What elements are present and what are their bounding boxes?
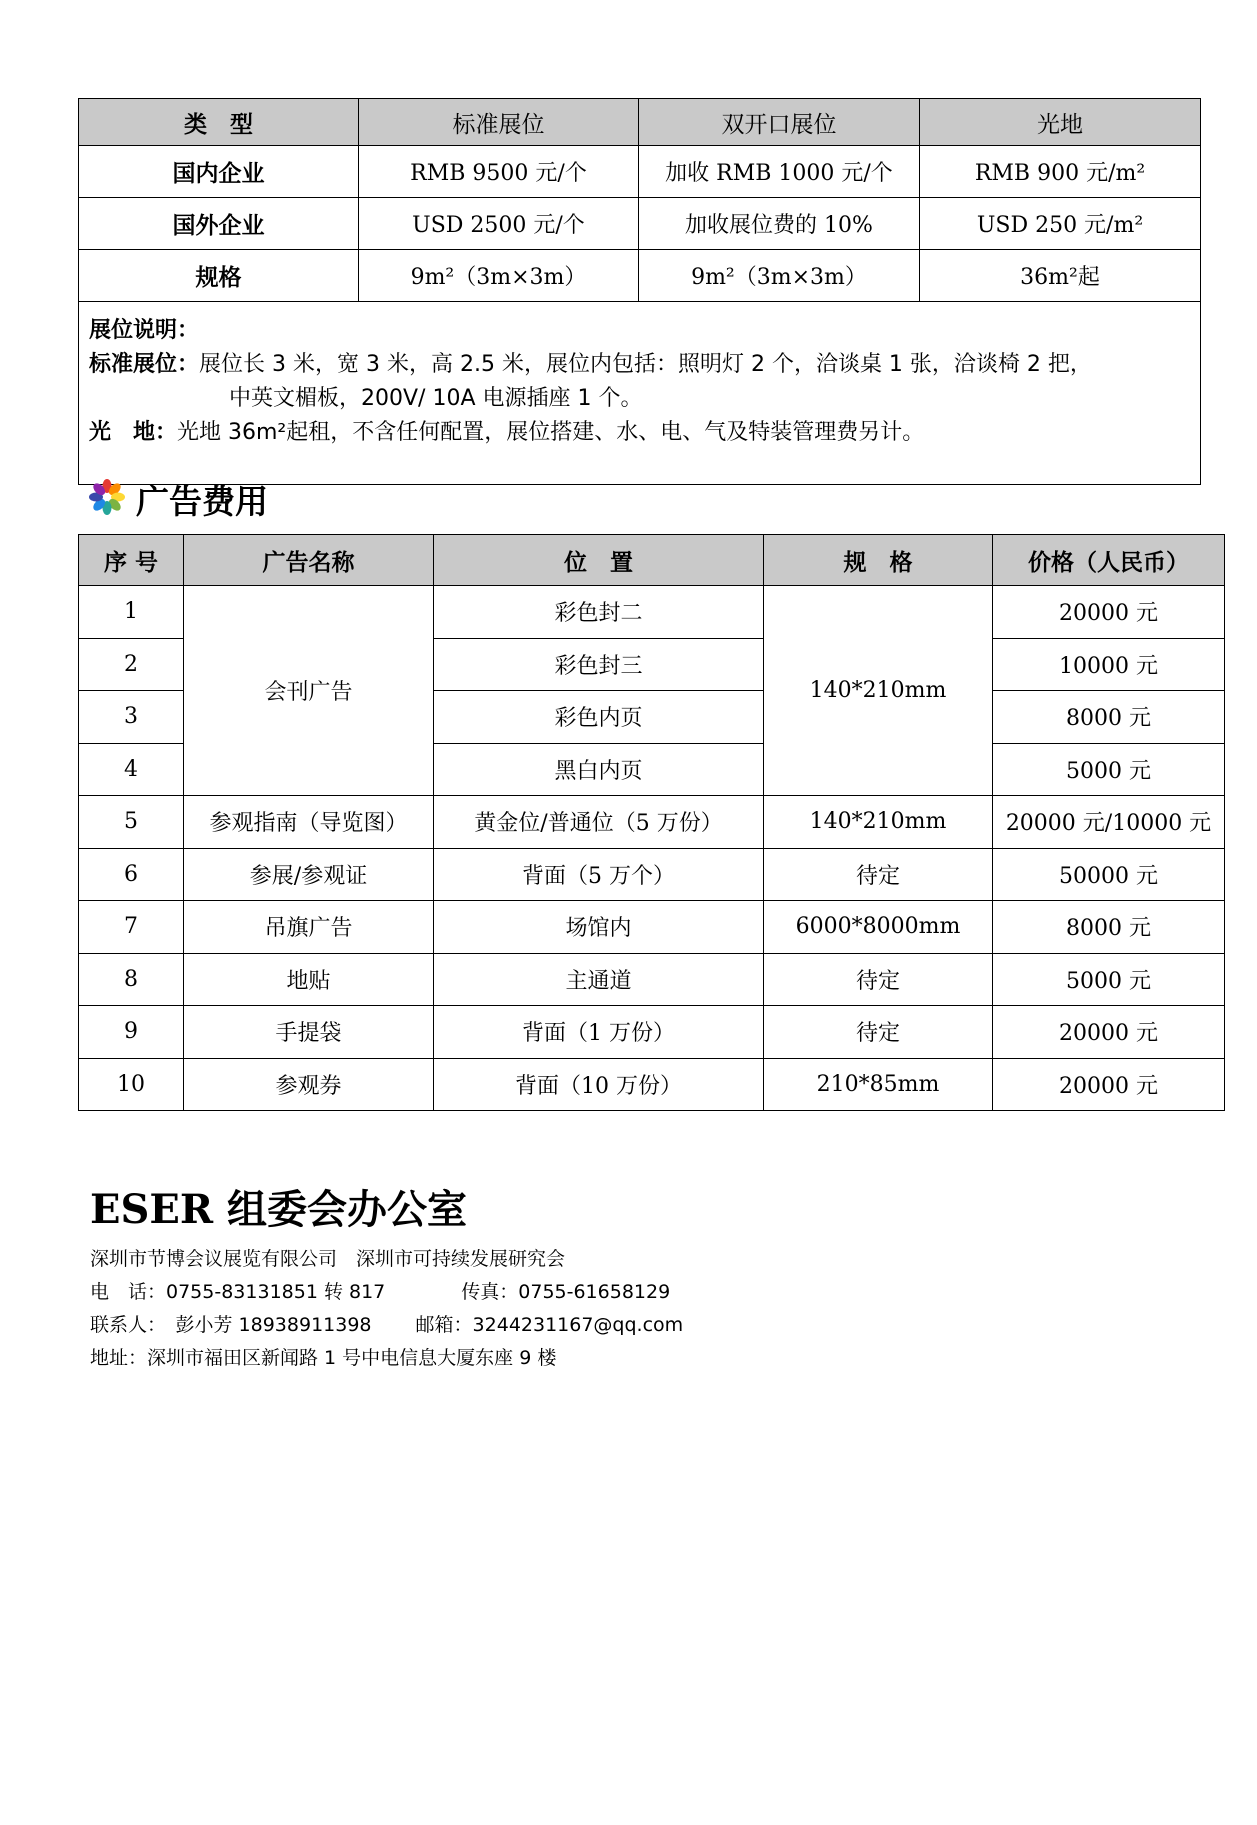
booth-notes-row: [79, 302, 1201, 485]
ad-no: 9: [79, 1006, 184, 1059]
notes-standard-text-1: 展位长 3 米，宽 3 米，高 2.5 米，展位内包括：照明灯 2 个，洽谈桌 1 张，洽谈椅 2 把，: [199, 352, 1092, 377]
ad-price: 20000 元: [993, 586, 1225, 639]
booth-header-row: [79, 99, 1201, 146]
ad-spec: 6000*8000mm: [764, 901, 993, 954]
ad-no: 1: [79, 586, 184, 639]
booth-cell: 9m²（3m×3m）: [639, 250, 920, 302]
booth-row-label: 国内企业: [79, 146, 359, 198]
ad-price: 10000 元: [993, 638, 1225, 691]
ad-position: 黄金位/普通位（5 万份）: [434, 796, 764, 849]
companies-line: 深圳市节博会议展览有限公司 深圳市可持续发展研究会: [90, 1248, 566, 1270]
ad-name: 手提袋: [184, 1006, 434, 1059]
ad-price: 50000 元: [993, 848, 1225, 901]
ad-name: 地贴: [184, 953, 434, 1006]
booth-row-label: 规格: [79, 250, 359, 302]
ad-header-price: 价格（人民币）: [993, 535, 1225, 586]
ad-price: 5000 元: [993, 743, 1225, 796]
ad-price: 5000 元: [993, 953, 1225, 1006]
ad-section-title: 广告费用: [136, 481, 268, 521]
ad-header-spec: 规 格: [764, 535, 993, 586]
ad-position: 彩色封二: [434, 586, 764, 639]
table-row: [79, 848, 1225, 901]
contact-footer: [90, 1185, 683, 1375]
flower-icon: [88, 478, 126, 520]
notes-title: 展位说明：: [89, 318, 200, 343]
ad-price: 8000 元: [993, 691, 1225, 744]
table-row: [79, 1006, 1225, 1059]
notes-standard-text-2: 中英文楣板，200V/ 10A 电源插座 1 个。: [229, 386, 643, 411]
ad-no: 8: [79, 953, 184, 1006]
ad-no: 3: [79, 691, 184, 744]
ad-name: 参展/参观证: [184, 848, 434, 901]
booth-header-standard: 标准展位: [359, 99, 639, 146]
ad-spec: 待定: [764, 1006, 993, 1059]
contact-line: 联系人： 彭小芳 18938911398 邮箱：3244231167@qq.com: [90, 1314, 684, 1336]
booth-cell: 9m²（3m×3m）: [359, 250, 639, 302]
booth-cell: 加收 RMB 1000 元/个: [639, 146, 920, 198]
booth-cell: USD 2500 元/个: [359, 198, 639, 250]
ad-header-position: 位 置: [434, 535, 764, 586]
ad-position: 背面（10 万份）: [434, 1058, 764, 1111]
ad-position: 背面（5 万个）: [434, 848, 764, 901]
ad-name: 参观指南（导览图）: [184, 796, 434, 849]
booth-cell: 36m²起: [920, 250, 1201, 302]
ad-header-row: [79, 535, 1225, 586]
notes-raw-text: 光地 36m²起租，不含任何配置，展位搭建、水、电、气及特装管理费另计。: [177, 420, 925, 445]
address-line: 地址：深圳市福田区新闻路 1 号中电信息大厦东座 9 楼: [90, 1347, 557, 1369]
ad-position: 主通道: [434, 953, 764, 1006]
ad-no: 7: [79, 901, 184, 954]
ad-no: 5: [79, 796, 184, 849]
org-title: ESER 组委会办公室: [90, 1186, 468, 1233]
booth-cell: RMB 9500 元/个: [359, 146, 639, 198]
ad-pricing-table: [78, 534, 1225, 1111]
ad-position: 彩色封三: [434, 638, 764, 691]
table-row: [79, 1058, 1225, 1111]
booth-header-raw: 光地: [920, 99, 1201, 146]
ad-group-name: 会刊广告: [184, 586, 434, 796]
ad-section-heading: [88, 476, 268, 522]
ad-no: 4: [79, 743, 184, 796]
ad-no: 2: [79, 638, 184, 691]
table-row: [79, 198, 1201, 250]
ad-position: 彩色内页: [434, 691, 764, 744]
phone-line: 电 话：0755-83131851 转 817 传真：0755-61658129: [90, 1281, 671, 1303]
table-row: [79, 250, 1201, 302]
ad-group-spec: 140*210mm: [764, 586, 993, 796]
ad-header-name: 广告名称: [184, 535, 434, 586]
ad-spec: 210*85mm: [764, 1058, 993, 1111]
booth-cell: USD 250 元/m²: [920, 198, 1201, 250]
booth-pricing-table: [78, 98, 1201, 485]
booth-header-type: 类 型: [79, 99, 359, 146]
ad-spec: 待定: [764, 848, 993, 901]
table-row: [79, 953, 1225, 1006]
ad-spec: 140*210mm: [764, 796, 993, 849]
booth-cell: 加收展位费的 10%: [639, 198, 920, 250]
table-row: [79, 901, 1225, 954]
notes-raw-label: 光 地：: [89, 420, 178, 445]
ad-position: 黑白内页: [434, 743, 764, 796]
booth-cell: RMB 900 元/m²: [920, 146, 1201, 198]
ad-spec: 待定: [764, 953, 993, 1006]
table-row: [79, 796, 1225, 849]
ad-name: 参观券: [184, 1058, 434, 1111]
ad-header-no: 序 号: [79, 535, 184, 586]
booth-notes: [79, 302, 1201, 485]
ad-price: 8000 元: [993, 901, 1225, 954]
ad-position: 背面（1 万份）: [434, 1006, 764, 1059]
table-row: [79, 586, 1225, 639]
ad-price: 20000 元: [993, 1006, 1225, 1059]
ad-no: 10: [79, 1058, 184, 1111]
booth-row-label: 国外企业: [79, 198, 359, 250]
ad-no: 6: [79, 848, 184, 901]
ad-price: 20000 元: [993, 1058, 1225, 1111]
ad-position: 场馆内: [434, 901, 764, 954]
ad-name: 吊旗广告: [184, 901, 434, 954]
ad-price: 20000 元/10000 元: [993, 796, 1225, 849]
booth-header-double: 双开口展位: [639, 99, 920, 146]
table-row: [79, 146, 1201, 198]
notes-standard-label: 标准展位：: [89, 352, 200, 377]
